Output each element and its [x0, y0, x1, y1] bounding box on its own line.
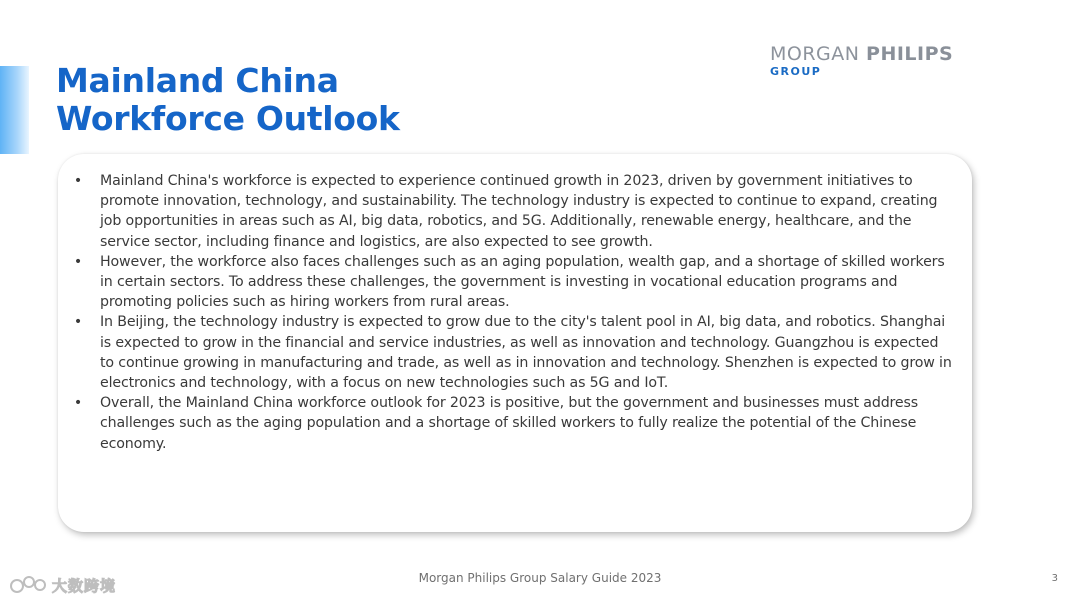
logo-word-philips: PHILIPS [866, 43, 954, 65]
bullet-item [73, 171, 956, 252]
bullet-item [73, 393, 956, 454]
company-logo [770, 44, 953, 78]
bullet-dot-icon: • [73, 314, 83, 331]
bullet-list [58, 154, 972, 454]
bullet-text: However, the workforce also faces challenges such as an aging population, wealth gap, and a shortage of skilled workers in certain sectors. To address these challenges, the government is investing in vocational education programs and promoting policies such as hiring workers from rural areas. [100, 253, 945, 311]
title-line-2: Workforce Outlook [56, 99, 400, 138]
title-line-1: Mainland China [56, 61, 339, 100]
logo-wordmark [770, 44, 953, 64]
watermark-text: 大数跨境 [52, 576, 117, 595]
logo-word-morgan: MORGAN [770, 43, 867, 65]
bullet-dot-icon: • [73, 253, 83, 270]
page-title [56, 62, 400, 138]
logo-subtitle: GROUP [770, 65, 822, 78]
accent-bar [0, 66, 29, 154]
footer-text: Morgan Philips Group Salary Guide 2023 [418, 571, 662, 585]
bullet-dot-icon: • [73, 173, 83, 189]
content-card [58, 154, 972, 532]
bullet-item [73, 252, 956, 313]
bullet-text: Overall, the Mainland China workforce outlook for 2023 is positive, but the government and businesses must address challenges such as the aging population and a shortage of skilled workers to fully realize the potential of the Chinese economy. [100, 395, 918, 452]
bullet-item [73, 312, 956, 393]
bullet-text: Mainland China's workforce is expected to experience continued growth in 2023, driven by government initiatives to promote innovation, technology, and sustainability. The technology industry is expected to continue to expand, creating job opportunities in areas such as AI, big data, robotics, and 5G. Additionally, renewable energy, healthcare, and the service sector, including finance and logistics, are also expected to see growth. [100, 173, 938, 250]
bullet-text: In Beijing, the technology industry is expected to grow due to the city's talent pool in AI, big data, and robotics. Shanghai is expected to grow in the financial and service industries, as well as innovation and technology. Guangzhou is expected to continue growing in manufacturing and trade, as well as in innovation and technology. Shenzhen is expected to grow in electronics and technology, with a focus on new technologies such as 5G and IoT. [100, 314, 952, 392]
page-number: 3 [1051, 573, 1058, 584]
bullet-dot-icon: • [73, 395, 83, 412]
